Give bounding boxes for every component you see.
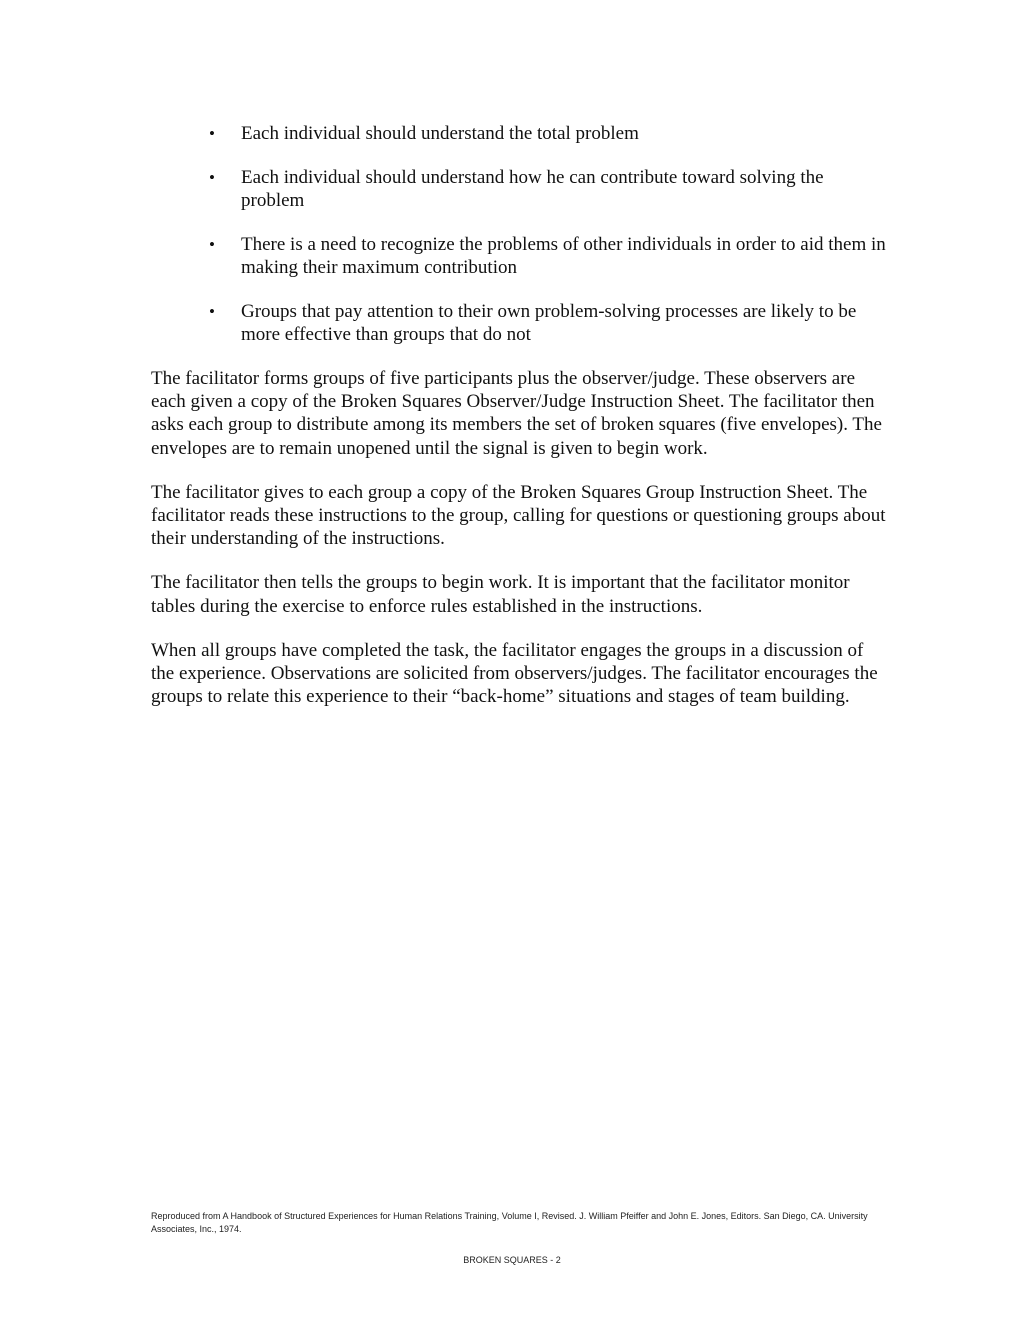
document-body [151,122,886,729]
bullet-item [209,122,886,145]
body-paragraph: The facilitator forms groups of five participants plus the observer/judge. These observers are each given a copy of the Broken Squares Observer/Judge Instruction Sheet. The facilitator then asks each group to distribute among its members the set of broken squares (five envelopes). The envelopes are to remain unopened until the signal is given to begin work. [151,368,882,459]
citation-footnote: Reproduced from A Handbook of Structured Experiences for Human Relations Training, Volume I, Revised. J. William Pfeiffer and John E. Jones, Editors. San Diego, CA. University Associates, Inc., 1974. [151,1211,868,1234]
body-paragraph: The facilitator then tells the groups to begin work. It is important that the facilitator monitor tables during the exercise to enforce rules established in the instructions. [151,572,850,617]
bullet-item [209,300,886,346]
bullet-icon: • [209,302,215,321]
bullet-icon: • [209,168,215,187]
bullet-item [209,233,886,279]
bullet-text: Each individual should understand the total problem [241,123,639,144]
bullet-text: Each individual should understand how he can contribute toward solving the problem [241,167,824,211]
body-paragraph: The facilitator gives to each group a copy of the Broken Squares Group Instruction Sheet. The facilitator reads these instructions to the group, calling for questions or questioning groups about their understanding of the instructions. [151,481,886,550]
bullet-text: Groups that pay attention to their own problem-solving processes are likely to be more effective than groups that do not [241,301,857,345]
body-paragraph: When all groups have completed the task, the facilitator engages the groups in a discussion of the experience. Observations are solicited from observers/judges. The facilitator encourages the groups to relate this experience to their “back-home” situations and stages of team building. [151,639,878,708]
bullet-icon: • [209,124,215,143]
bullet-item [209,166,886,212]
page-number-label: BROKEN SQUARES - 2 [463,1255,561,1265]
bullet-list [151,122,886,346]
bullet-text: There is a need to recognize the problems of other individuals in order to aid them in making their maximum contribution [241,234,886,278]
bullet-icon: • [209,235,215,254]
